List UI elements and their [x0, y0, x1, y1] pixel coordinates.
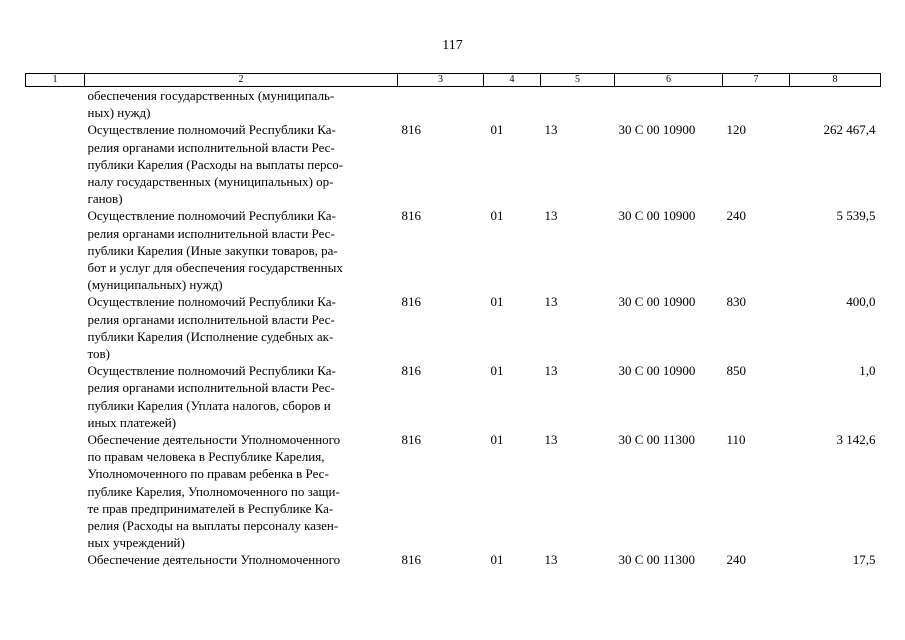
expense-name-line: (муниципальных) нужд) [87, 277, 223, 293]
amount-cell: 5 539,5 [836, 208, 876, 224]
row-number-cell [26, 207, 85, 293]
expense-name-cell [85, 362, 398, 431]
expense-name-line: публики Карелия (Расходы на выплаты персо- [87, 156, 344, 172]
section-code-cell: 01 [490, 363, 504, 379]
expense-name-line: налу государственных (муниципальных) ор- [87, 174, 334, 190]
expense-name-cell [85, 431, 398, 551]
budget-table-container [25, 73, 880, 569]
expense-name-line: те прав предпринимателей в Республике Ка- [87, 500, 334, 516]
column-header-6: 6 [615, 74, 723, 87]
expense-name-line: Обеспечение деятельности Уполномоченного [87, 432, 341, 448]
row-number-cell [26, 431, 85, 551]
expense-name-line: Уполномоченного по правам ребенка в Рес- [87, 466, 329, 482]
table-row [26, 551, 881, 568]
section-code-cell [484, 87, 541, 122]
expense-name-line: по правам человека в Республике Карелия, [87, 449, 325, 465]
amount-cell: 17,5 [852, 552, 876, 568]
expense-name-line: публики Карелия (Исполнение судебных ак- [87, 328, 334, 344]
expense-name-cell [85, 207, 398, 293]
column-header-7: 7 [723, 74, 790, 87]
section-code-cell: 01 [490, 208, 504, 224]
target-article-cell: 30 С 00 11300 [618, 552, 695, 568]
subsection-code-cell: 13 [544, 122, 558, 138]
expense-name-cell [85, 87, 398, 122]
row-number-cell [26, 362, 85, 431]
column-header-5: 5 [541, 74, 615, 87]
expense-name-line: Осуществление полномочий Республики Ка- [87, 294, 336, 310]
table-row [26, 121, 881, 207]
expense-name-line: релия органами исполнительной власти Рес- [87, 311, 335, 327]
column-header-4: 4 [484, 74, 541, 87]
amount-cell: 400,0 [846, 294, 876, 310]
expense-name-line: обеспечения государственных (муниципаль- [87, 88, 335, 103]
expense-type-cell: 830 [726, 294, 746, 310]
expense-name-line: бот и услуг для обеспечения государственных [87, 260, 343, 276]
section-code-cell: 01 [490, 432, 504, 448]
subsection-code-cell: 13 [544, 294, 558, 310]
expense-type-cell: 110 [726, 432, 746, 448]
column-header-2: 2 [85, 74, 398, 87]
ministry-code-cell [398, 87, 484, 122]
expense-name-line: публики Карелия (Иные закупки товаров, ра- [87, 242, 338, 258]
row-number-cell [26, 87, 85, 122]
expense-type-cell: 850 [726, 363, 746, 379]
expense-type-cell [723, 87, 790, 122]
section-code-cell: 01 [490, 294, 504, 310]
expense-name-line: релия органами исполнительной власти Рес- [87, 139, 335, 155]
target-article-cell: 30 С 00 11300 [618, 432, 695, 448]
expense-type-cell: 240 [726, 208, 746, 224]
amount-cell: 262 467,4 [823, 122, 876, 138]
expense-name-line: Осуществление полномочий Республики Ка- [87, 363, 336, 379]
budget-table [25, 73, 881, 569]
table-row [26, 207, 881, 293]
column-header-3: 3 [398, 74, 484, 87]
expense-name-line: релия (Расходы на выплаты персоналу казен- [87, 518, 339, 534]
subsection-code-cell: 13 [544, 552, 558, 568]
expense-name-line: иных платежей) [87, 414, 177, 430]
subsection-code-cell: 13 [544, 432, 558, 448]
ministry-code-cell: 816 [401, 294, 421, 310]
expense-name-line: релия органами исполнительной власти Рес- [87, 225, 335, 241]
expense-name-cell [85, 293, 398, 362]
row-number-cell [26, 121, 85, 207]
ministry-code-cell: 816 [401, 122, 421, 138]
table-row [26, 87, 881, 122]
expense-name-line: публики Карелия (Уплата налогов, сборов и [87, 397, 331, 413]
subsection-code-cell: 13 [544, 363, 558, 379]
expense-name-line: тов) [87, 346, 110, 362]
table-row [26, 431, 881, 551]
row-number-cell [26, 551, 85, 568]
expense-name-line: релия органами исполнительной власти Рес- [87, 380, 335, 396]
amount-cell: 1,0 [859, 363, 876, 379]
column-header-8: 8 [790, 74, 881, 87]
header-row [26, 74, 881, 87]
expense-type-cell: 120 [726, 122, 746, 138]
expense-name-line: Обеспечение деятельности Уполномоченного [87, 552, 341, 568]
expense-name-cell [85, 551, 398, 568]
target-article-cell: 30 С 00 10900 [618, 208, 696, 224]
ministry-code-cell: 816 [401, 363, 421, 379]
expense-name-line: публике Карелия, Уполномоченного по защи- [87, 483, 340, 499]
target-article-cell: 30 С 00 10900 [618, 122, 696, 138]
subsection-code-cell [541, 87, 615, 122]
table-header [26, 74, 881, 87]
subsection-code-cell: 13 [544, 208, 558, 224]
table-row [26, 293, 881, 362]
table-body [26, 87, 881, 569]
expense-name-line: ганов) [87, 191, 123, 207]
amount-cell: 3 142,6 [836, 432, 876, 448]
row-number-cell [26, 293, 85, 362]
amount-cell [790, 87, 881, 122]
expense-name-line: Осуществление полномочий Республики Ка- [87, 122, 336, 138]
ministry-code-cell: 816 [401, 552, 421, 568]
table-row [26, 362, 881, 431]
section-code-cell: 01 [490, 122, 504, 138]
section-code-cell: 01 [490, 552, 504, 568]
ministry-code-cell: 816 [401, 208, 421, 224]
expense-name-cell [85, 121, 398, 207]
expense-name-line: ных) нужд) [87, 105, 151, 121]
expense-name-line: ных учреждений) [87, 535, 185, 551]
page-number: 117 [442, 38, 463, 53]
column-header-1: 1 [26, 74, 85, 87]
expense-name-line: Осуществление полномочий Республики Ка- [87, 208, 336, 224]
target-article-cell [615, 87, 723, 122]
target-article-cell: 30 С 00 10900 [618, 294, 696, 310]
target-article-cell: 30 С 00 10900 [618, 363, 696, 379]
expense-type-cell: 240 [726, 552, 746, 568]
ministry-code-cell: 816 [401, 432, 421, 448]
